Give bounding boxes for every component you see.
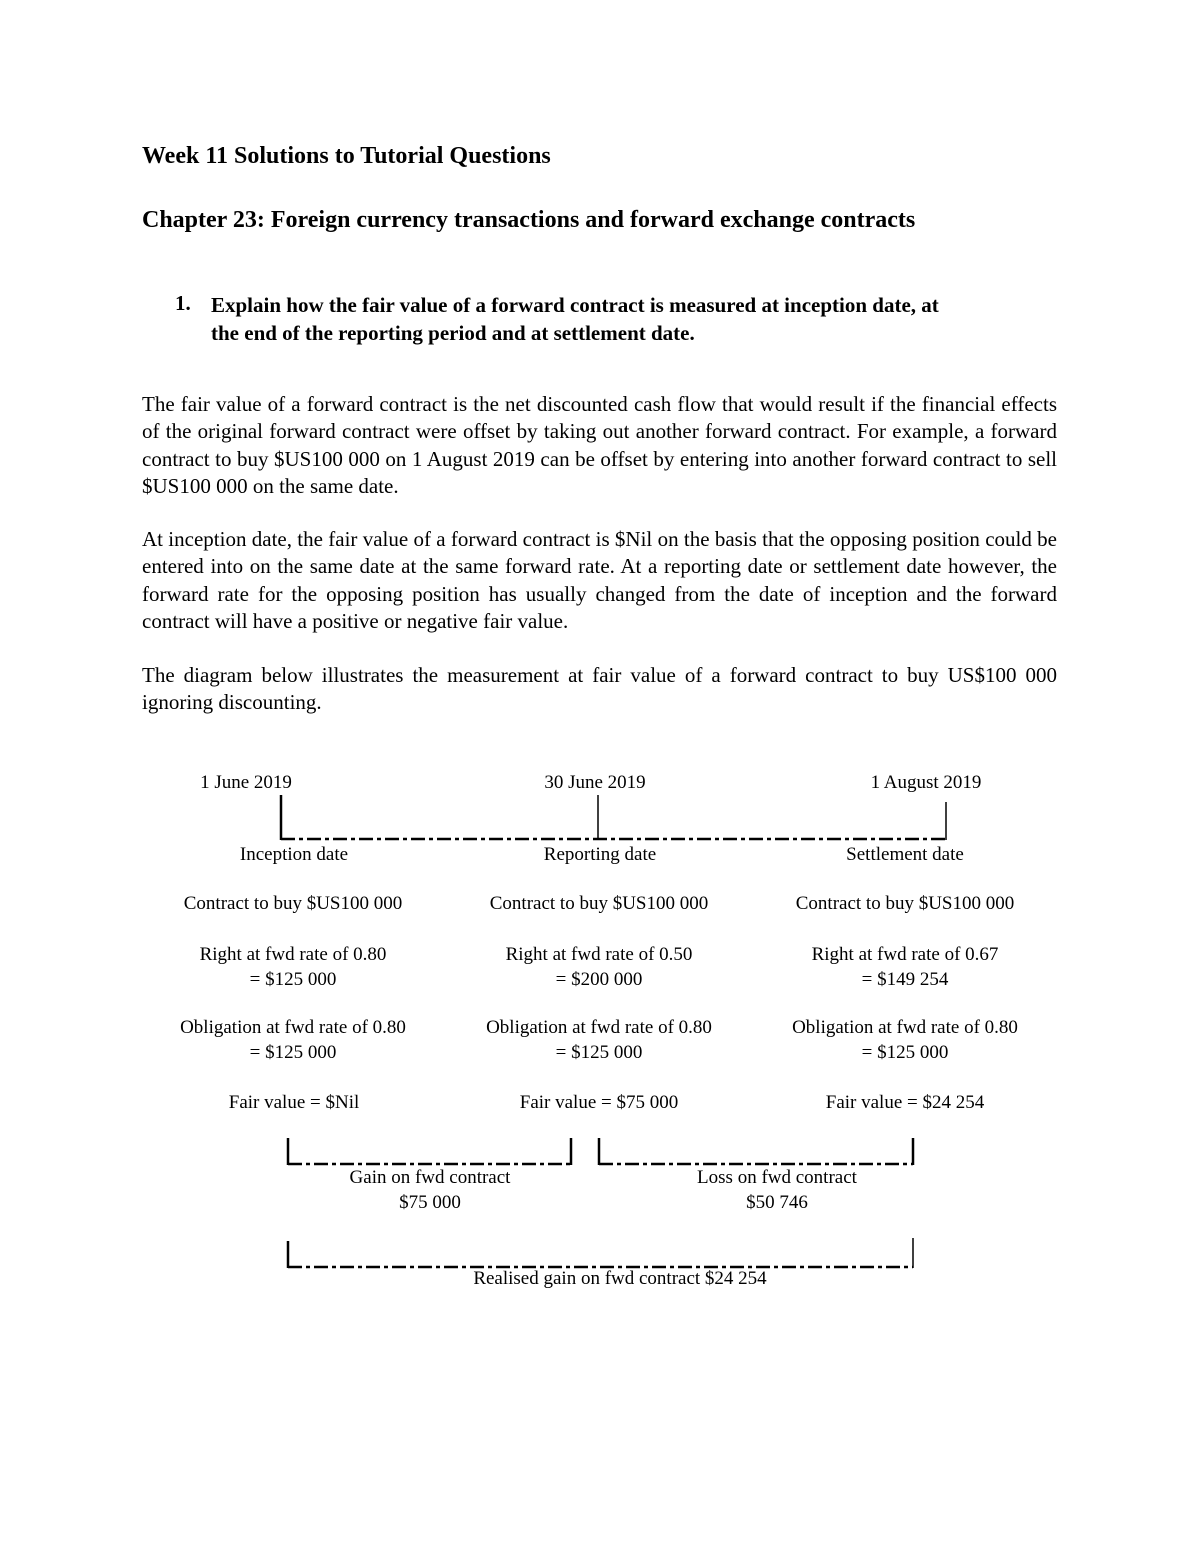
contract-inception: Contract to buy $US100 000 (183, 893, 403, 914)
question-number: 1. (175, 291, 191, 315)
loss-label (697, 1166, 857, 1215)
right-settlement-amount: = $149 254 (861, 968, 949, 990)
obligation-inception (180, 1016, 406, 1065)
right-reporting (506, 943, 693, 992)
label-settlement: Settlement date (846, 844, 964, 865)
contract-settlement: Contract to buy $US100 000 (795, 893, 1015, 914)
label-reporting: Reporting date (543, 844, 657, 865)
obligation-inception-amount: = $125 000 (249, 1041, 337, 1063)
obligation-settlement (792, 1016, 1018, 1065)
right-settlement-rate: Right at fwd rate of 0.67 (811, 944, 999, 965)
loss-label-amount: $50 746 (746, 1191, 808, 1213)
fair-value-settlement: Fair value = $24 254 (825, 1092, 985, 1113)
right-inception-amount: = $125 000 (249, 968, 337, 990)
paragraph-inception-date: At inception date, the fair value of a forward contract is $Nil on the basis that the opposing position could be entered into on the same date at the same forward rate. At a reporting date or settlement date however, the forward rate for the opposing position has usually changed from the date of inception and the forward contract will have a positive or negative fair value. (142, 527, 1057, 633)
paragraph-fair-value-definition: The fair value of a forward contract is the net discounted cash flow that would result if the financial effects of the original forward contract were offset by taking out another forward contract. For example, a forward contract to buy $US100 000 on 1 August 2019 can be offset by entering into another forward contract to sell $US100 000 on the same date. (142, 392, 1057, 498)
right-inception-rate: Right at fwd rate of 0.80 (199, 944, 387, 965)
obligation-settlement-amount: = $125 000 (861, 1041, 949, 1063)
realised-gain-label: Realised gain on fwd contract $24 254 (473, 1268, 767, 1289)
date-reporting: 30 June 2019 (544, 772, 646, 793)
loss-label-title: Loss on fwd contract (697, 1167, 857, 1188)
right-settlement (812, 943, 999, 992)
fair-value-inception: Fair value = $Nil (228, 1092, 360, 1113)
paragraph-diagram-intro: The diagram below illustrates the measurement at fair value of a forward contract to buy US$100 000 ignoring discounting. (142, 663, 1057, 715)
right-reporting-amount: = $200 000 (555, 968, 643, 990)
contract-reporting: Contract to buy $US100 000 (489, 893, 709, 914)
question-line-2: the end of the reporting period and at settlement date. (211, 321, 695, 345)
chapter-title: Chapter 23: Foreign currency transactions and forward exchange contracts (142, 207, 916, 233)
gain-label (350, 1166, 511, 1215)
label-inception: Inception date (239, 844, 349, 865)
obligation-settlement-rate: Obligation at fwd rate of 0.80 (792, 1017, 1018, 1038)
obligation-inception-rate: Obligation at fwd rate of 0.80 (180, 1017, 406, 1038)
question-line-1: Explain how the fair value of a forward contract is measured at inception date, at (211, 293, 939, 317)
obligation-reporting (486, 1016, 712, 1065)
right-inception (200, 943, 387, 992)
obligation-reporting-amount: = $125 000 (555, 1041, 643, 1063)
page-title: Week 11 Solutions to Tutorial Questions (142, 143, 551, 169)
right-reporting-rate: Right at fwd rate of 0.50 (505, 944, 693, 965)
gain-label-amount: $75 000 (399, 1191, 461, 1213)
gain-label-title: Gain on fwd contract (349, 1167, 511, 1188)
fair-value-reporting: Fair value = $75 000 (519, 1092, 679, 1113)
obligation-reporting-rate: Obligation at fwd rate of 0.80 (486, 1017, 712, 1038)
date-inception: 1 June 2019 (200, 772, 292, 793)
date-settlement: 1 August 2019 (870, 772, 982, 793)
